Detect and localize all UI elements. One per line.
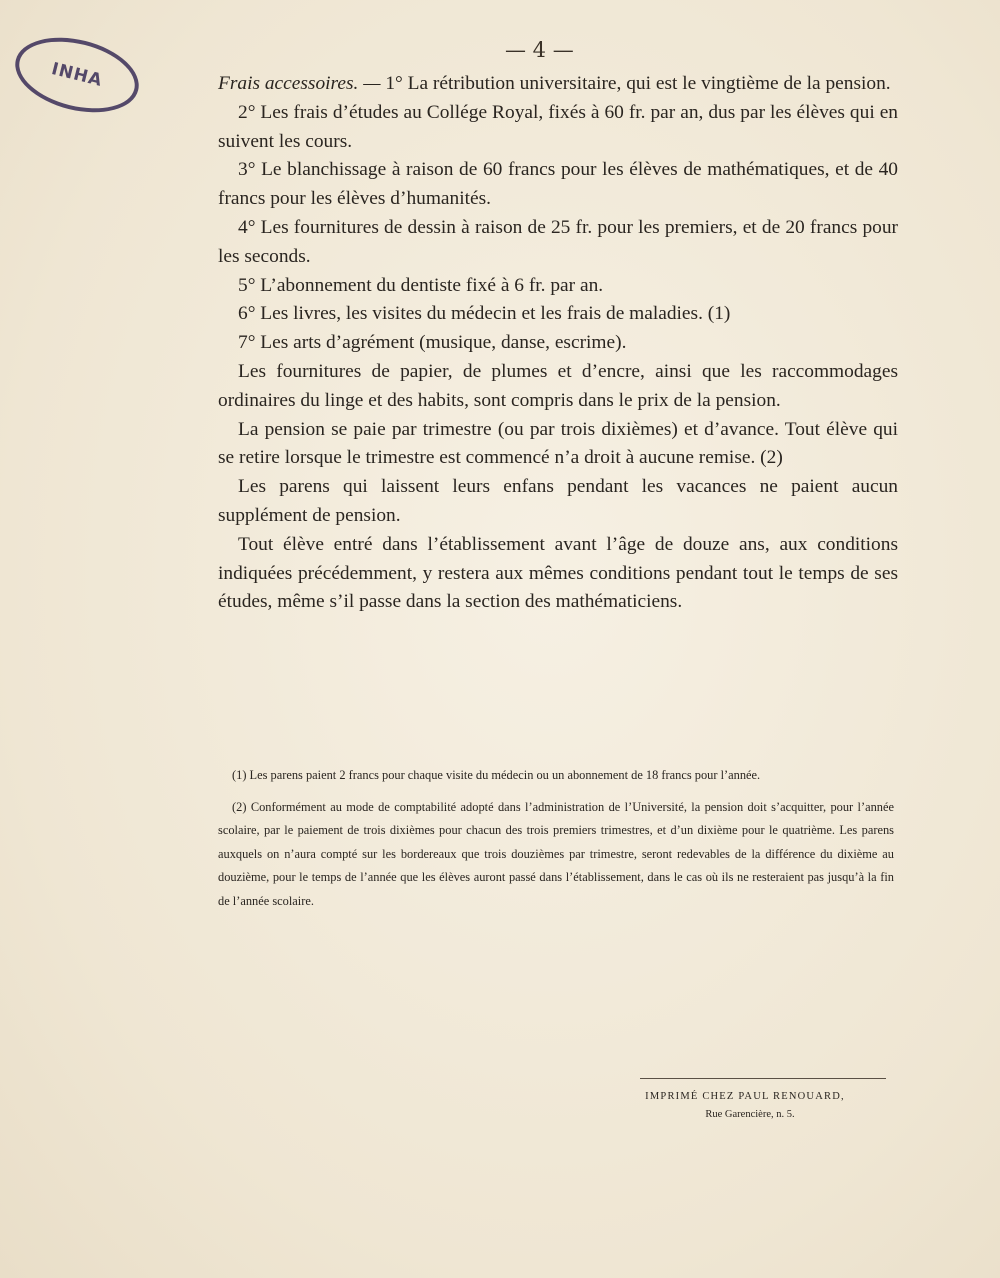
- paragraph-item-6: 6° Les livres, les visites du médecin et les frais de maladies. (1): [238, 303, 731, 325]
- paragraph-vacances: Les parens qui laissent leurs enfans pendant les vacances ne paient aucun supplément de pension.: [218, 476, 898, 526]
- footnote-2: (2) Conformément au mode de comptabilité adopté dans l’administration de l’Université, la pension doit s’acquitter, pour l’année scolaire, par le paiement de trois dixièmes pour chacun des trois premiers trimestres, et d’un dixième pour le quatrième. Les parens auxquels on n’aura compté sur les bordereaux que trois douzièmes par trimestre, seront redevables de la différence du dixième au douzième, pour le temps de l’année que les élèves auront passé dans l’établissement, dans le cas où ils ne resteraient pas jusqu’à la fin de l’année scolaire.: [218, 799, 894, 908]
- imprint-line-1: IMPRIMÉ CHEZ PAUL RENOUARD,: [645, 1091, 845, 1102]
- library-stamp: [7, 26, 146, 124]
- printer-imprint: [600, 1088, 890, 1124]
- paragraph-item-7: 7° Les arts d’agrément (musique, danse, escrime).: [238, 332, 627, 354]
- page-number: — 4 —: [505, 38, 574, 62]
- footnotes: [218, 764, 894, 921]
- paragraph-item-5: 5° L’abonnement du dentiste fixé à 6 fr. par an.: [238, 274, 604, 296]
- imprint-line-2: Rue Garencière, n. 5.: [705, 1109, 795, 1120]
- footnote-1: (1) Les parens paient 2 francs pour chaque visite du médecin ou un abonnement de 18 francs pour l’année.: [232, 768, 761, 782]
- paragraph-douze-ans: Tout élève entré dans l’établissement avant l’âge de douze ans, aux conditions indiquées précédemment, y restera aux mêmes conditions pendant tout le temps de ses études, même s’il passe dans la section des mathématiciens.: [218, 533, 898, 613]
- paragraph-fournitures: Les fournitures de papier, de plumes et d’encre, ainsi que les raccommodages ordinaires du linge et des habits, sont compris dans le prix de la pension.: [218, 360, 898, 411]
- section-label: Frais accessoires. —: [218, 73, 381, 94]
- imprint-divider: [640, 1078, 886, 1079]
- paragraph-frais-accessoires: [218, 70, 898, 99]
- paragraph-item-3: 3° Le blanchissage à raison de 60 francs pour les élèves de mathématiques, et de 40 francs pour les élèves d’humanités.: [218, 159, 898, 210]
- paragraph-item-2: 2° Les frais d’études au Collége Royal, fixés à 60 fr. par an, dus par les élèves qui en suivent les cours.: [218, 101, 898, 152]
- stamp-text: INHA: [49, 59, 105, 91]
- main-text: [218, 70, 898, 617]
- paragraph-pension-trimestre: La pension se paie par trimestre (ou par trois dixièmes) et d’avance. Tout élève qui se retire lorsque le trimestre est commencé n’a droit à aucune remise. (2): [218, 418, 898, 469]
- paragraph-item-4: 4° Les fournitures de dessin à raison de 25 fr. pour les premiers, et de 20 francs pour les seconds.: [218, 216, 898, 267]
- paragraph-text: 1° La rétribution universitaire, qui est le vingtième de la pension.: [380, 73, 891, 94]
